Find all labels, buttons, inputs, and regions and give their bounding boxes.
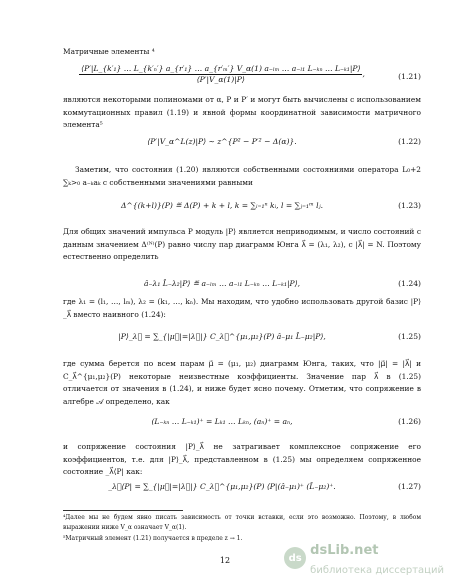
equation-number: (1.21) [398,72,421,81]
matrix-element-fraction [79,64,362,85]
footnote-5: ⁵Матричный элемент (1.21) получается в пределе z → 1. [63,535,243,542]
paragraph-sum-over-pairs: где сумма берется по всем парам μ⃗ = (μ₁, μ₂) диаграмм Юнга, таких, что |μ⃗| = |λ⃗| и C_λ⃗^{μ₁,μ₂}(P) некоторые неизвестные коэффициенты. Значение пар λ⃗ в (1.25) отличается от значения в (1.24), и ниже будет ясно почему. Отметим, что сопряжение в алгебре 𝒜 определено, как [63,359,421,406]
equation-number: (1.25) [398,332,421,341]
paragraph-eigenstates: Заметим, что состояния (1.20) являются собственными состояниями оператора L₀+2 ∑ₖ>₀ a₋ₖaₖ с собственными значениями равными [63,165,421,187]
equation-number: (1.27) [398,482,421,491]
equation-1-24 [63,279,421,293]
equation-number: (1.22) [398,137,421,146]
fraction-numerator: ⟨P′|L_{k′₁} … L_{k′ₙ′} a_{r′₁} … a_{r′ₘ′} V_α(1) a₋ₗₘ … a₋ₗ₁ L₋ₖₙ … L₋ₖ₁|P⟩ [81,64,361,73]
paragraph-basis: где λ₁ = (l₁, …, lₘ), λ₂ = (k₁, …, kₙ). Мы находим, что удобно использовать другой базис |P⟩_λ⃗ вместо наивного (1.24): [63,297,421,319]
watermark-logo-icon: ds [284,547,306,569]
equation-1-21: ⟨P′|L_{k′₁} … L_{k′ₙ′} a_{r′₁} … a_{r′ₘ′} V_α(1) a₋ₗₘ … a₋ₗ₁ L₋ₖₙ … L₋ₖ₁|P⟩ ⟨P′|V_α(1)|P⟩ , (1.21) [81,64,421,84]
page-number: 12 [219,556,231,565]
equation-1-23 [63,201,421,215]
equation-1-26 [63,417,421,431]
equation-number: (1.24) [398,279,421,288]
equation-body: _λ⃗⟨P| = ∑_{|μ⃗|=|λ⃗|} C_λ⃗^{μ₁,μ₂}(P) ⟨P|(â₋μ₁)⁺ (L̂₋μ₂)⁺. [108,482,336,491]
equation-1-25 [63,332,421,346]
footnote-divider [63,510,183,511]
equation-body: â₋λ₁ L̂₋λ₂|P⟩ ≝ a₋ₗₘ … a₋ₗ₁ L₋ₖₙ … L₋ₖ₁|P⟩, [143,279,301,288]
paragraph-matrix-elements: Матричные элементы ⁴ [63,47,155,56]
equation-body: (L₋ₖₙ … L₋ₖ₁)⁺ = Lₖ₁ … Lₖₙ, (aₙ)⁺ = aₙ, [151,417,293,426]
equation-body: |P⟩_λ⃗ = ∑_{|μ⃗|=|λ⃗|} C_λ⃗^{μ₁,μ₂}(P) â₋μ₁ L̂₋μ₂|P⟩, [118,332,326,341]
equation-1-22 [63,137,421,151]
watermark [284,539,444,577]
equation-1-27 [63,482,421,496]
paragraph-polynomials: являются некоторыми полиномами от α, P и P′ и могут быть вычислены с использованием коммутационных правил (1.19) и явной формы координатной зависимости матричного элемента⁵ [63,95,421,129]
watermark-subtitle: библиотека диссертаций [310,565,444,576]
footnote-4: ⁴Далее мы не будем явно писать зависимость от точки вставки, если это возможно. Поэтому, в любом выражении ниже V_α означает V_α(1). [63,514,421,531]
watermark-brand: dsLib.net [310,543,379,558]
equation-body: ⟨P′|V_α^L(z)|P⟩ ∼ z^{P² − P′² − Δ(α)}. [147,137,297,146]
equation-number: (1.26) [398,417,421,426]
paragraph-general-momentum: Для общих значений импульса P модуль |P⟩ является неприводимым, и число состояний с данным значением Δ⁽ᴺ⁾(P) равно числу пар диаграмм Юнга λ⃗ = (λ₁, λ₂), с |λ⃗| = N. Поэтому естественно определить [63,227,421,261]
equation-number: (1.23) [398,201,421,210]
equation-body: Δ^{(k+l)}(P) ≝ Δ(P) + k + l, k = ∑ᵢ₌₁ⁿ kᵢ, l = ∑ⱼ₌₁ᵐ lⱼ. [120,201,324,210]
fraction-denominator: ⟨P′|V_α(1)|P⟩ [196,75,245,84]
paragraph-conjugation: и сопряжение состояния |P⟩_λ⃗ не затрагивает комплексное сопряжение его коэффициентов, т.е. для |P⟩_λ⃗, представленном в (1.25) мы определяем сопряженное состояние _λ⃗⟨P| как: [63,442,421,476]
